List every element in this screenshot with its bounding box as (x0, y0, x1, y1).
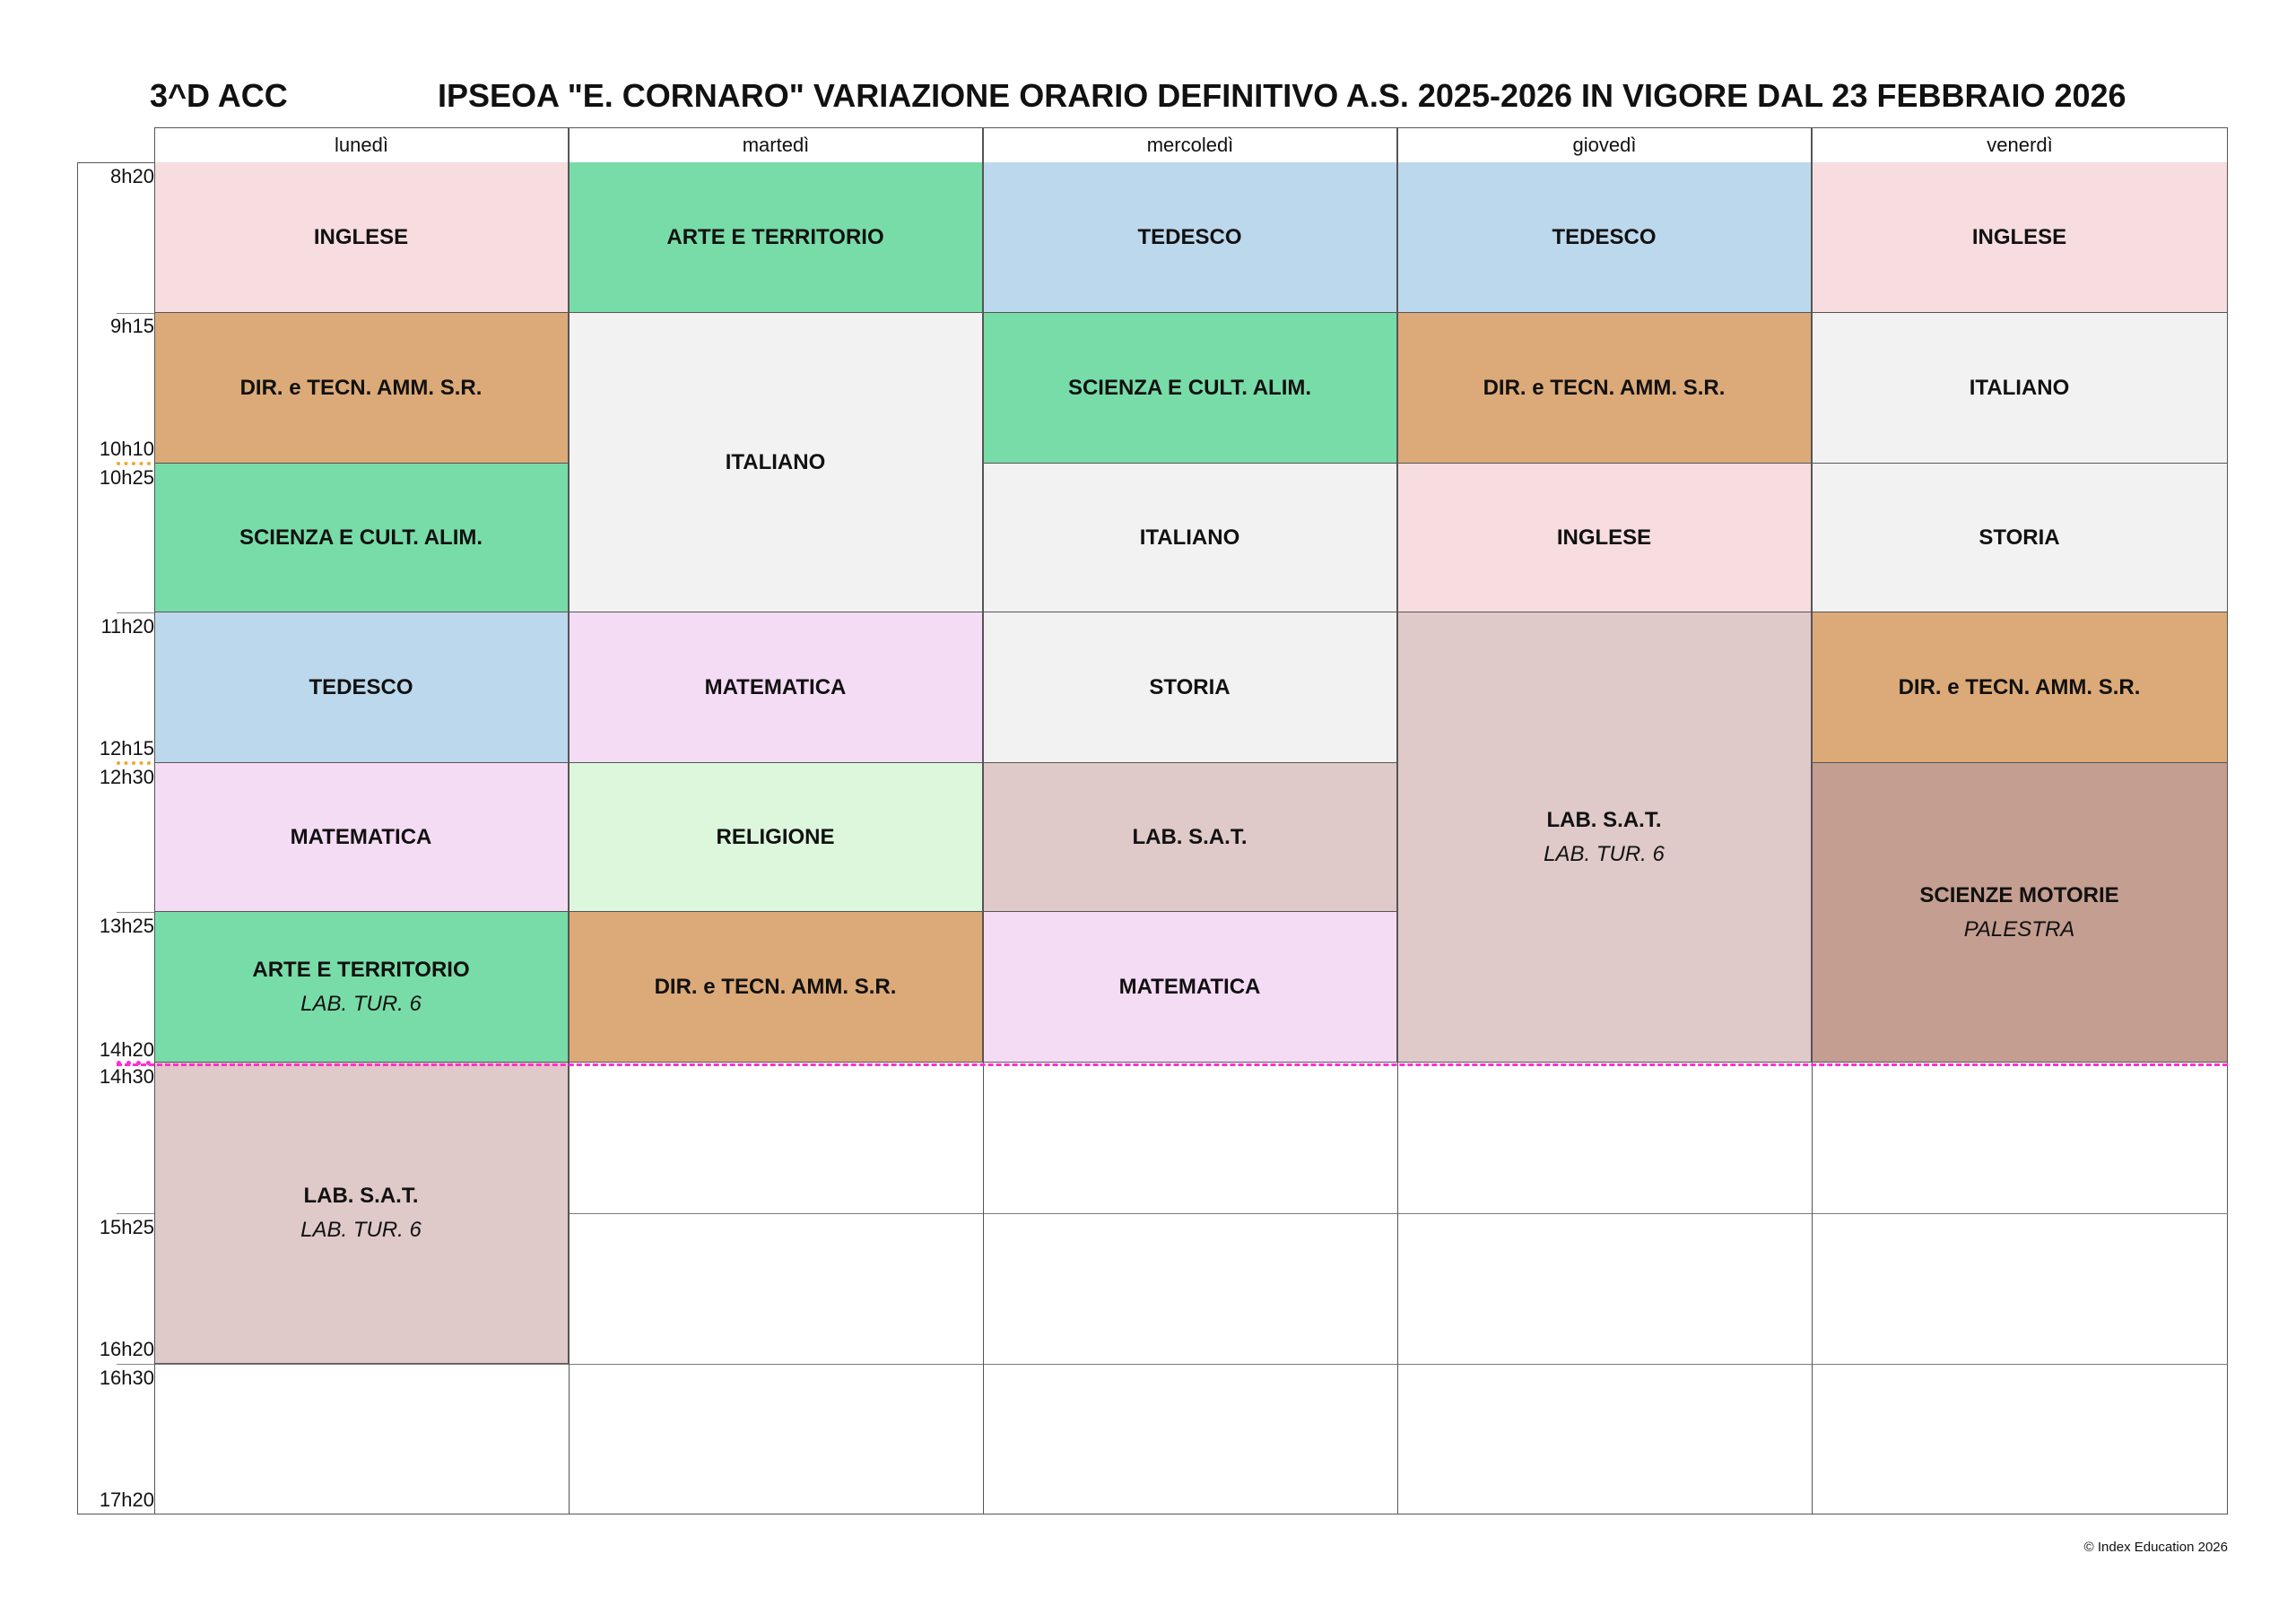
lesson-wed-matematica[interactable] (983, 912, 1397, 1063)
lesson-fri-italiano[interactable] (1812, 313, 2228, 464)
time-label: 11h20 (100, 615, 154, 638)
lesson-subject: DIR. e TECN. AMM. S.R. (239, 375, 483, 400)
lesson-wed-lab-sat[interactable] (983, 763, 1397, 912)
lesson-thu-dir-tecn[interactable] (1397, 313, 1812, 464)
time-label: 17h20 (99, 1488, 154, 1511)
time-tick (117, 612, 154, 613)
time-tick (117, 1213, 154, 1214)
time-tick (117, 1364, 154, 1365)
time-label: 14h30 (99, 1065, 154, 1088)
break-marker (117, 462, 151, 465)
class-name: 3^D ACC (150, 77, 288, 114)
day-header-mercoledi: mercoledì (983, 127, 1397, 162)
lesson-mon-arte[interactable] (154, 912, 569, 1063)
time-label: 13h25 (99, 915, 154, 937)
lesson-subject: INGLESE (1556, 525, 1652, 550)
lesson-subject: SCIENZE MOTORIE (1919, 882, 2119, 907)
lesson-room: LAB. TUR. 6 (300, 1217, 422, 1242)
lesson-subject: ITALIANO (1969, 375, 2070, 400)
lesson-subject: DIR. e TECN. AMM. S.R. (654, 974, 897, 999)
lesson-mon-dir-tecn[interactable] (154, 313, 569, 464)
time-label: 16h30 (99, 1367, 154, 1389)
grid-column-line (569, 162, 570, 1515)
lesson-thu-inglese[interactable] (1397, 464, 1812, 612)
lesson-room: PALESTRA (1963, 916, 2075, 942)
time-label: 12h15 (99, 737, 154, 759)
lesson-fri-storia[interactable] (1812, 464, 2228, 612)
lesson-mon-inglese[interactable] (154, 162, 569, 313)
page-title: IPSEOA "E. CORNARO" VARIAZIONE ORARIO DEFINITIVO A.S. 2025-2026 IN VIGORE DAL 23 FEBBRAIO 2026 (438, 77, 2126, 114)
time-label: 12h30 (99, 766, 154, 788)
lesson-subject: TEDESCO (1137, 224, 1242, 249)
copyright: © Index Education 2026 (2083, 1540, 2228, 1555)
break-marker (117, 761, 151, 765)
lesson-subject: MATEMATICA (290, 824, 432, 849)
lesson-subject: SCIENZA E CULT. ALIM. (1067, 375, 1312, 400)
lesson-subject: ARTE E TERRITORIO (252, 957, 470, 982)
lesson-room: LAB. TUR. 6 (300, 991, 422, 1016)
lesson-wed-tedesco[interactable] (983, 162, 1397, 313)
lesson-tue-arte[interactable] (569, 162, 983, 313)
grid-column-line (1397, 162, 1398, 1515)
lesson-room: LAB. TUR. 6 (1544, 841, 1665, 866)
lesson-subject: SCIENZA E CULT. ALIM. (239, 525, 483, 550)
time-label: 16h20 (99, 1338, 154, 1360)
time-label: 8h20 (110, 165, 154, 187)
lesson-mon-scienza[interactable] (154, 464, 569, 612)
day-header-lunedi: lunedì (154, 127, 569, 162)
time-label: 14h20 (99, 1038, 154, 1061)
lesson-tue-religione[interactable] (569, 763, 983, 912)
lesson-subject: INGLESE (313, 224, 409, 249)
grid-column-line (154, 162, 155, 1515)
lesson-fri-dir-tecn[interactable] (1812, 612, 2228, 763)
day-header-giovedi: giovedì (1397, 127, 1812, 162)
lesson-mon-tedesco[interactable] (154, 612, 569, 763)
lesson-subject: STORIA (1979, 525, 2060, 550)
lesson-thu-tedesco[interactable] (1397, 162, 1812, 313)
lesson-subject: ITALIANO (725, 449, 826, 474)
lesson-tue-matematica[interactable] (569, 612, 983, 763)
lesson-mon-matematica[interactable] (154, 763, 569, 912)
time-tick (117, 912, 154, 913)
lesson-wed-italiano[interactable] (983, 464, 1397, 612)
grid-row-line (569, 1213, 2228, 1214)
grid-column-line (1812, 162, 1813, 1515)
lesson-subject: RELIGIONE (716, 824, 835, 849)
day-header-martedi: martedì (569, 127, 983, 162)
time-label: 15h25 (99, 1216, 154, 1238)
time-label: 9h15 (110, 315, 154, 337)
lesson-subject: INGLESE (1971, 224, 2067, 249)
lesson-fri-scienze-motorie[interactable] (1812, 763, 2228, 1063)
current-time-line (117, 1063, 2228, 1066)
lesson-fri-inglese[interactable] (1812, 162, 2228, 313)
lesson-mon-lab-sat[interactable] (154, 1063, 569, 1364)
lesson-subject: ITALIANO (1139, 525, 1240, 550)
time-label: 10h25 (99, 466, 154, 489)
lesson-subject: TEDESCO (1552, 224, 1657, 249)
day-header-venerdi: venerdì (1812, 127, 2228, 162)
lesson-tue-dir-tecn[interactable] (569, 912, 983, 1063)
lesson-subject: LAB. S.A.T. (1132, 824, 1248, 849)
current-time-marker (117, 1061, 151, 1065)
lesson-subject: MATEMATICA (704, 674, 847, 699)
lesson-subject: STORIA (1149, 674, 1231, 699)
lesson-thu-lab-sat[interactable] (1397, 612, 1812, 1063)
lesson-tue-italiano[interactable] (569, 313, 983, 612)
grid-row-line (154, 1364, 2228, 1365)
lesson-wed-storia[interactable] (983, 612, 1397, 763)
lesson-subject: MATEMATICA (1118, 974, 1261, 999)
lesson-wed-scienza[interactable] (983, 313, 1397, 464)
lesson-subject: DIR. e TECN. AMM. S.R. (1483, 375, 1726, 400)
lesson-subject: TEDESCO (309, 674, 413, 699)
lesson-subject: LAB. S.A.T. (1546, 807, 1662, 832)
time-tick (117, 313, 154, 314)
grid-column-line (983, 162, 984, 1515)
lesson-subject: LAB. S.A.T. (303, 1183, 419, 1208)
lesson-subject: ARTE E TERRITORIO (666, 224, 884, 249)
lesson-subject: DIR. e TECN. AMM. S.R. (1898, 674, 2141, 699)
time-label: 10h10 (99, 438, 154, 460)
